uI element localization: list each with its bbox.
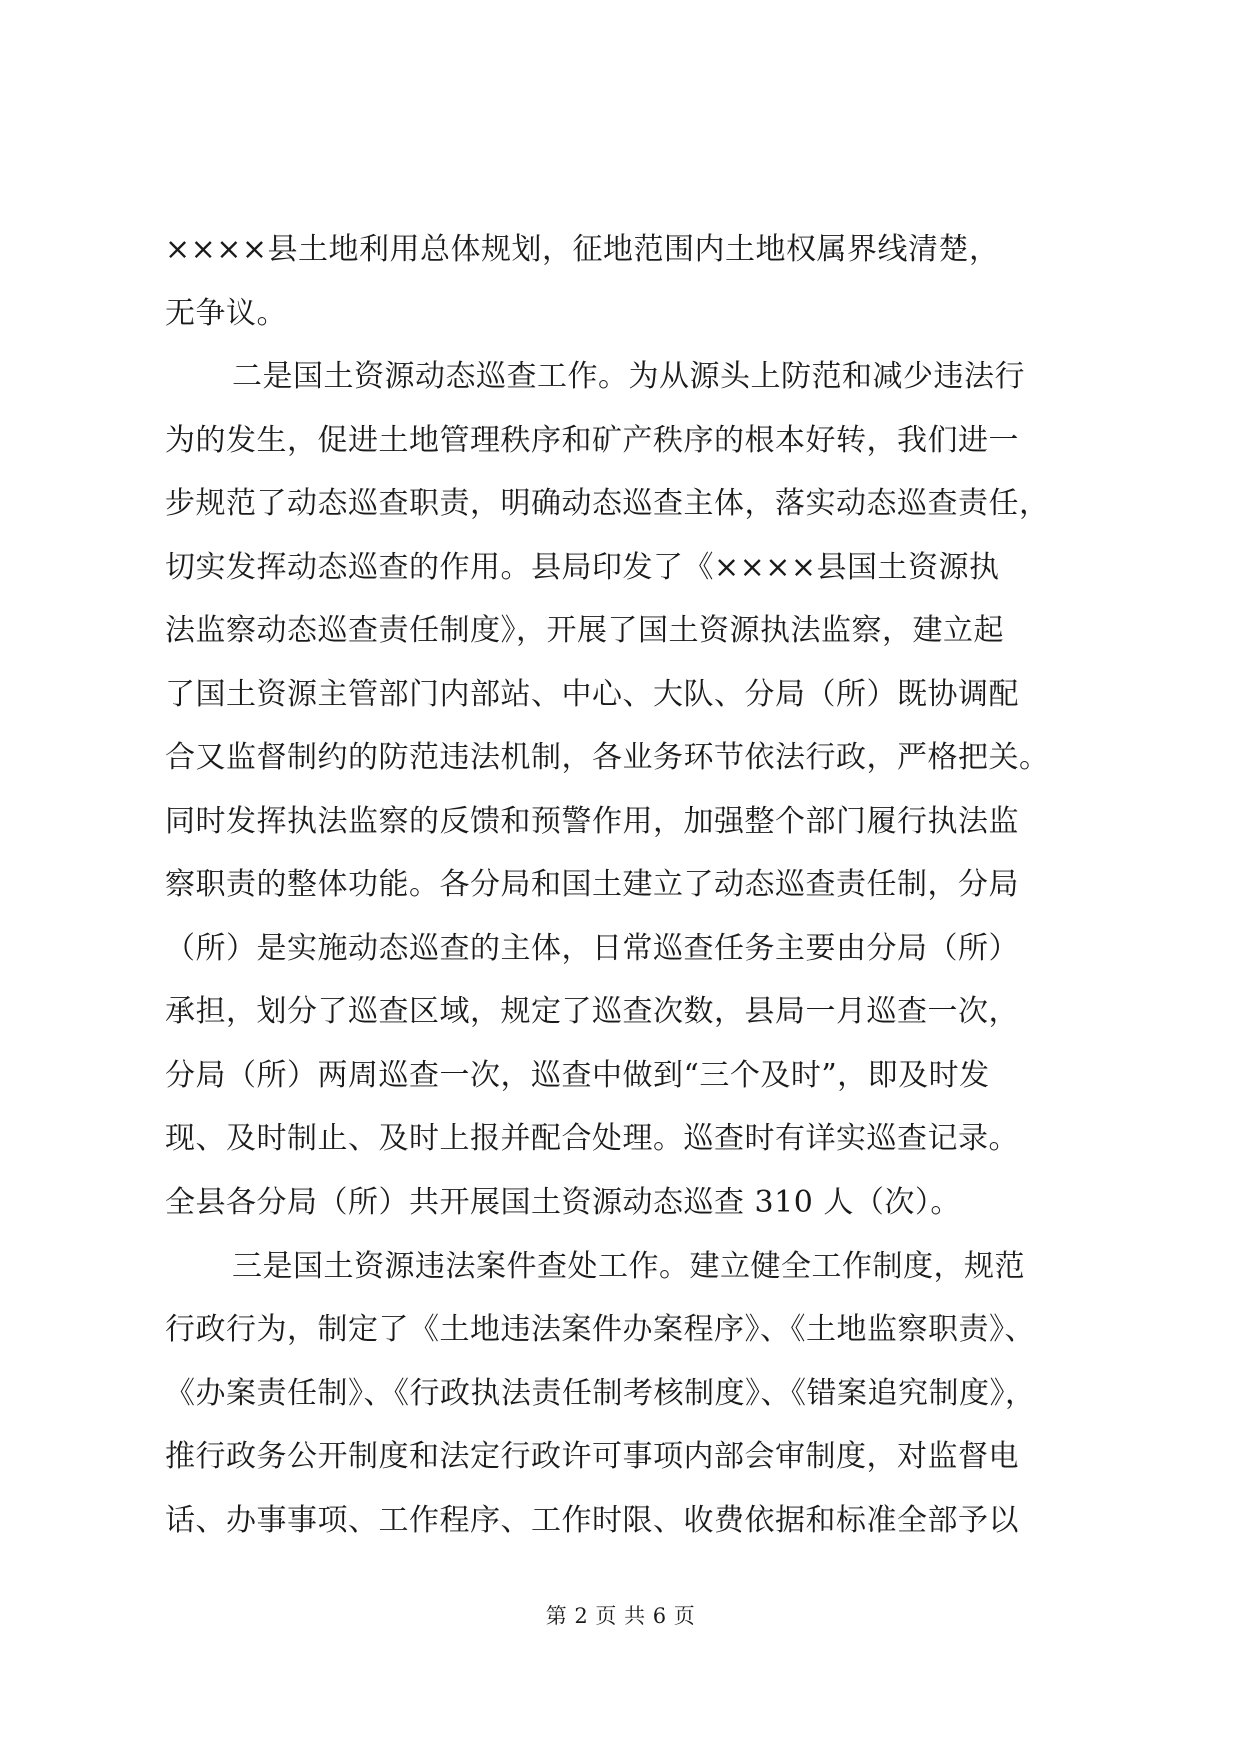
text-line-18: 行政行为，制定了《土地违法案件办案程序》、《土地监察职责》、 xyxy=(165,1312,1035,1347)
page-footer: 第 2 页 共 6 页 xyxy=(545,1604,696,1628)
text-line-20: 推行政务公开制度和法定行政许可事项内部会审制度，对监督电 xyxy=(165,1439,1019,1474)
text-line-17: 三是国土资源违法案件查处工作。建立健全工作制度，规范 xyxy=(232,1249,1025,1284)
text-line-10: 同时发挥执法监察的反馈和预警作用，加强整个部门履行执法监 xyxy=(165,804,1019,839)
text-line-5: 步规范了动态巡查职责，明确动态巡查主体，落实动态巡查责任， xyxy=(165,486,1050,521)
text-line-16: 全县各分局（所）共开展国土资源动态巡查 310 人（次）。 xyxy=(165,1185,961,1220)
text-line-15: 现、及时制止、及时上报并配合处理。巡查时有详实巡查记录。 xyxy=(165,1121,1019,1156)
text-line-1: ××××县土地利用总体规划，征地范围内土地权属界线清楚， xyxy=(165,232,1000,267)
text-line-21: 话、办事事项、工作程序、工作时限、收费依据和标准全部予以 xyxy=(165,1503,1019,1538)
text-line-11: 察职责的整体功能。各分局和国土建立了动态巡查责任制，分局 xyxy=(165,867,1019,902)
text-line-14: 分局（所）两周巡查一次，巡查中做到“三个及时”，即及时发 xyxy=(165,1058,990,1093)
text-line-4: 为的发生，促进土地管理秩序和矿产秩序的根本好转，我们进一 xyxy=(165,423,1019,458)
text-line-13: 承担，划分了巡查区域，规定了巡查次数，县局一月巡查一次， xyxy=(165,994,1019,1029)
text-line-8: 了国土资源主管部门内部站、中心、大队、分局（所）既协调配 xyxy=(165,677,1019,712)
text-line-2: 无争议。 xyxy=(165,296,287,331)
text-line-6: 切实发挥动态巡查的作用。县局印发了《××××县国土资源执 xyxy=(165,550,1000,585)
text-line-19: 《办案责任制》、《行政执法责任制考核制度》、《错案追究制度》， xyxy=(165,1376,1036,1411)
text-line-7: 法监察动态巡查责任制度》，开展了国土资源执法监察，建立起 xyxy=(165,613,1004,648)
text-line-12: （所）是实施动态巡查的主体，日常巡查任务主要由分局（所） xyxy=(165,931,1019,966)
text-line-3: 二是国土资源动态巡查工作。为从源头上防范和减少违法行 xyxy=(232,359,1025,394)
text-line-9: 合又监督制约的防范违法机制，各业务环节依法行政，严格把关。 xyxy=(165,740,1050,775)
